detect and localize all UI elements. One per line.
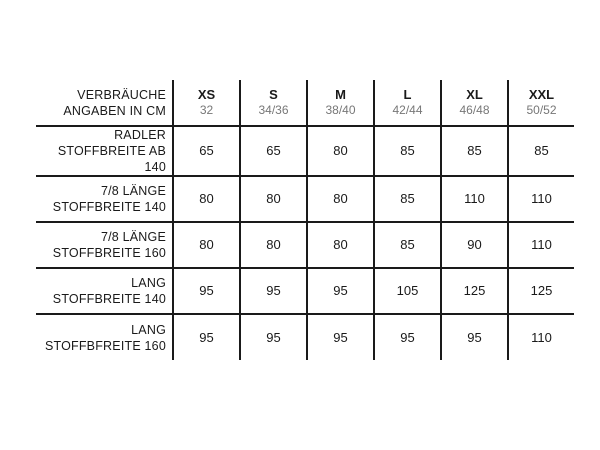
- value-cell-l: [374, 314, 441, 360]
- value-cell-xxl: [508, 314, 574, 360]
- table-row: [36, 176, 574, 222]
- value-cell-l: [374, 268, 441, 314]
- size-number: 46/48: [459, 103, 490, 117]
- value-cell-xl: [441, 126, 508, 176]
- value-text: 85: [467, 143, 482, 158]
- size-header-xxl: [508, 80, 574, 126]
- value-text: 110: [531, 191, 552, 206]
- value-cell-xs: [173, 268, 240, 314]
- value-text: 95: [199, 329, 214, 345]
- size-header-xl: [441, 80, 508, 126]
- table-row: [36, 126, 574, 176]
- value-cell-xs: [173, 314, 240, 360]
- row-fabric-width: STOFFBREITE 160: [52, 246, 166, 260]
- size-header-s: [240, 80, 307, 126]
- fabric-consumption-table: [36, 80, 574, 360]
- value-cell-xl: [441, 222, 508, 268]
- size-number: 38/40: [325, 103, 356, 117]
- value-cell-xl: [441, 268, 508, 314]
- size-header-m: [307, 80, 374, 126]
- value-cell-m: [307, 314, 374, 360]
- row-title: RADLER: [114, 128, 166, 142]
- value-text: 85: [534, 143, 549, 158]
- row-header: [36, 268, 173, 314]
- value-text: 85: [400, 237, 415, 252]
- size-label: M: [335, 87, 346, 102]
- size-header-l: [374, 80, 441, 126]
- value-cell-s: [240, 176, 307, 222]
- value-text: 80: [266, 237, 281, 252]
- row-header: [36, 126, 173, 176]
- value-cell-xs: [173, 176, 240, 222]
- value-text: 125: [530, 283, 553, 298]
- value-text: 65: [266, 143, 281, 158]
- value-cell-s: [240, 314, 307, 360]
- value-text: 95: [467, 329, 482, 345]
- value-text: 95: [266, 283, 281, 298]
- row-fabric-width: STOFFBFREITE 160: [44, 338, 166, 353]
- table-row: [36, 222, 574, 268]
- row-title: 7/8 LÄNGE: [100, 184, 166, 198]
- corner-unit: ANGABEN IN CM: [63, 103, 166, 118]
- value-cell-s: [240, 222, 307, 268]
- value-cell-xs: [173, 222, 240, 268]
- size-label: S: [269, 87, 278, 102]
- value-cell-m: [307, 176, 374, 222]
- value-text: 85: [400, 191, 415, 206]
- table-row: [36, 314, 574, 360]
- value-text: 125: [463, 283, 486, 298]
- value-text: 95: [199, 283, 214, 298]
- value-cell-l: [374, 222, 441, 268]
- value-text: 110: [531, 329, 552, 345]
- size-label: XL: [466, 87, 483, 102]
- value-cell-m: [307, 268, 374, 314]
- value-text: 95: [266, 329, 281, 345]
- value-text: 80: [199, 237, 214, 252]
- size-header-xs: [173, 80, 240, 126]
- row-title: 7/8 LÄNGE: [100, 230, 166, 244]
- value-cell-xxl: [508, 176, 574, 222]
- value-cell-m: [307, 126, 374, 176]
- row-header: [36, 314, 173, 360]
- row-fabric-width: STOFFBREITE 140: [52, 292, 166, 306]
- value-cell-xxl: [508, 222, 574, 268]
- value-cell-s: [240, 126, 307, 176]
- row-fabric-width: STOFFBREITE 140: [52, 200, 166, 214]
- table-row: [36, 268, 574, 314]
- value-cell-l: [374, 126, 441, 176]
- value-cell-xl: [441, 176, 508, 222]
- value-text: 95: [333, 329, 348, 345]
- value-text: 95: [400, 329, 415, 345]
- size-number: 32: [199, 103, 214, 117]
- value-cell-xxl: [508, 126, 574, 176]
- size-number: 34/36: [258, 103, 289, 117]
- value-text: 105: [396, 283, 419, 298]
- value-text: 110: [464, 191, 485, 206]
- row-fabric-width: STOFFBREITE AB 140: [57, 144, 166, 174]
- header-row: [36, 80, 574, 126]
- value-text: 80: [333, 191, 348, 206]
- value-text: 80: [199, 191, 214, 206]
- size-number: 50/52: [526, 103, 557, 117]
- size-number: 42/44: [392, 103, 423, 117]
- size-label: L: [403, 87, 412, 102]
- row-header: [36, 176, 173, 222]
- value-text: 110: [531, 237, 552, 252]
- row-title: LANG: [131, 322, 166, 337]
- value-text: 80: [333, 143, 348, 158]
- value-cell-s: [240, 268, 307, 314]
- value-cell-m: [307, 222, 374, 268]
- value-text: 80: [333, 237, 348, 252]
- value-text: 65: [199, 143, 214, 158]
- value-cell-xl: [441, 314, 508, 360]
- size-label: XXL: [528, 87, 555, 102]
- value-text: 90: [467, 237, 482, 252]
- table-body: [36, 80, 574, 360]
- value-text: 80: [266, 191, 281, 206]
- value-text: 85: [400, 143, 415, 158]
- row-title: LANG: [131, 276, 166, 290]
- value-cell-l: [374, 176, 441, 222]
- corner-cell: [36, 80, 173, 126]
- value-text: 95: [333, 283, 348, 298]
- corner-title: VERBRÄUCHE: [77, 87, 166, 102]
- row-header: [36, 222, 173, 268]
- size-label: XS: [197, 87, 216, 102]
- value-cell-xs: [173, 126, 240, 176]
- value-cell-xxl: [508, 268, 574, 314]
